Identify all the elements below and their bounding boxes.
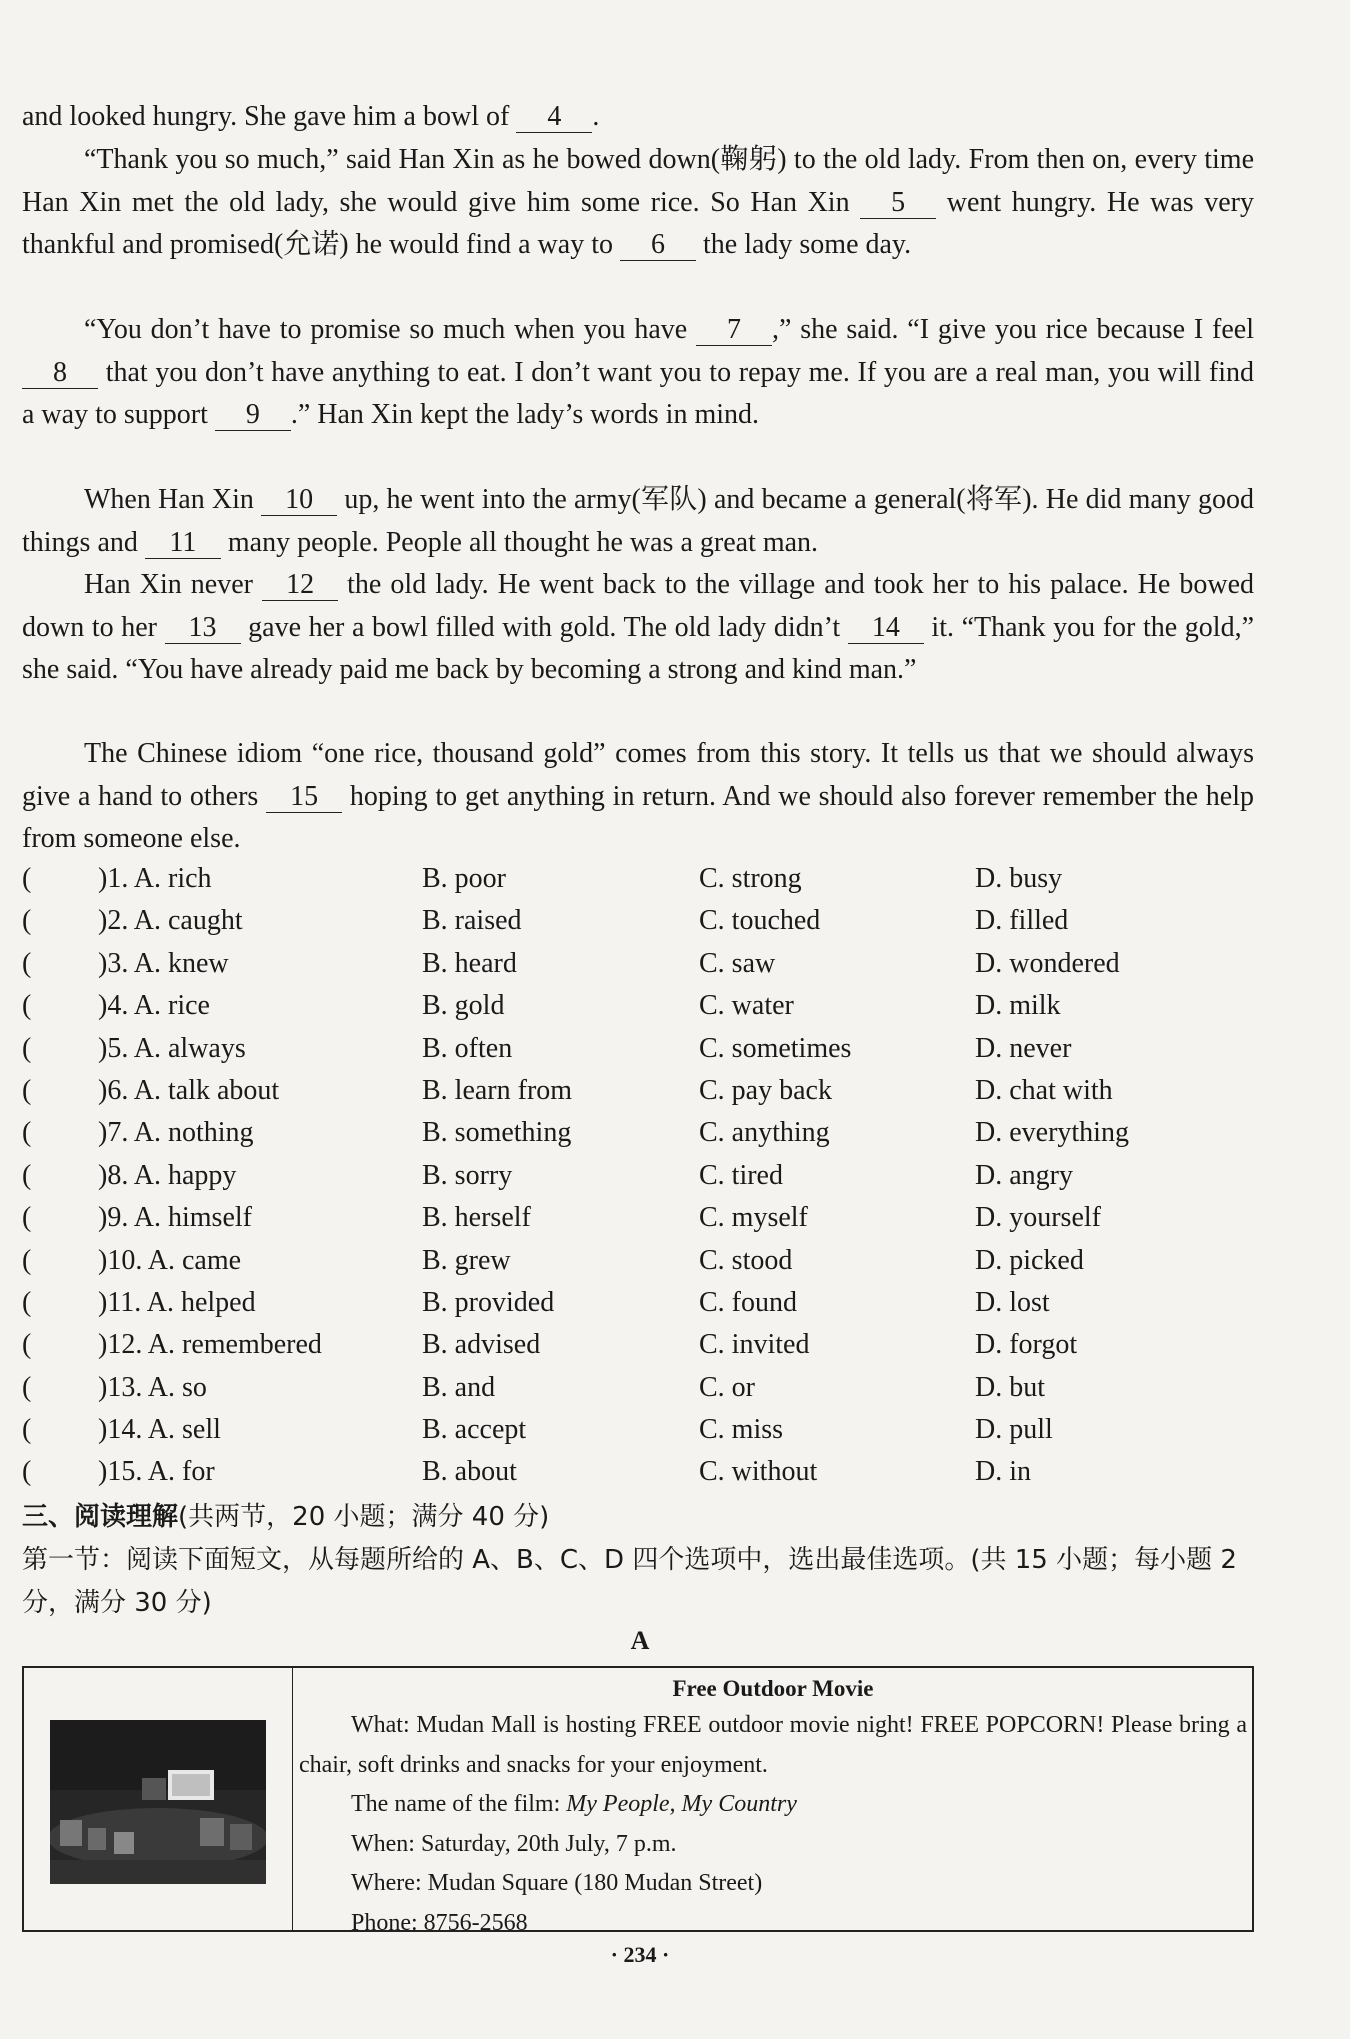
option-d[interactable]: D. angry [975,1159,1073,1191]
option-a[interactable]: )8. A. happy [98,1159,237,1191]
answer-bracket[interactable]: ( [22,1159,32,1191]
option-b[interactable]: B. heard [422,947,517,979]
option-row [22,943,1262,985]
answer-bracket[interactable]: ( [22,1414,32,1446]
option-row [22,1282,1262,1324]
option-d[interactable]: D. in [975,1456,1031,1488]
answer-bracket[interactable]: ( [22,1202,32,1234]
option-d[interactable]: D. picked [975,1244,1084,1276]
option-d[interactable]: D. milk [975,990,1061,1022]
option-d[interactable]: D. wondered [975,947,1120,979]
blank-12[interactable]: 12 [262,570,338,601]
option-d[interactable]: D. forgot [975,1329,1078,1361]
advert-phone: Phone: 8756-2568 [351,1909,528,1936]
option-c[interactable]: C. strong [699,863,802,894]
option-row [22,1155,1262,1197]
option-a[interactable]: )3. A. knew [98,947,229,979]
options-list [22,858,1262,1494]
option-row [22,1367,1262,1409]
option-b[interactable]: B. herself [422,1202,531,1234]
option-d[interactable]: D. lost [975,1286,1050,1318]
answer-bracket[interactable]: ( [22,1329,32,1361]
blank-7[interactable]: 7 [696,315,772,346]
advert-table [22,1666,1254,1936]
option-b[interactable]: B. something [422,1117,572,1149]
option-d[interactable]: D. yourself [975,1202,1101,1234]
page-number: · 234 · [610,1942,670,1967]
option-a[interactable]: )9. A. himself [98,1202,252,1234]
option-a[interactable]: )13. A. so [98,1371,207,1403]
option-a[interactable]: )12. A. remembered [98,1329,322,1361]
answer-bracket[interactable]: ( [22,1244,32,1276]
blank-11[interactable]: 11 [145,528,221,559]
option-row [22,900,1262,942]
option-c[interactable]: C. stood [699,1244,793,1276]
option-c[interactable]: C. miss [699,1414,784,1446]
passage-paragraph: “Thank you so much,” said Han Xin as he bowed down(鞠躬) to the old lady. From then on, every time Han Xin met the old lady, she would give him some rice. So Han Xin 5 went hungry. He was very thankful and promised(允诺) he would find a way to 6 the lady some day. [22,144,1254,260]
blank-4[interactable]: 4 [516,102,592,133]
advert-title: Free Outdoor Movie [672,1676,874,1701]
option-d[interactable]: D. never [975,1032,1072,1064]
option-a[interactable]: )2. A. caught [98,905,243,937]
option-b[interactable]: B. about [422,1456,517,1488]
option-b[interactable]: B. sorry [422,1159,513,1191]
option-row [22,1451,1262,1493]
option-c[interactable]: C. found [699,1286,797,1318]
option-c[interactable]: C. myself [699,1202,808,1234]
option-b[interactable]: B. often [422,1032,513,1064]
option-c[interactable]: C. pay back [699,1074,832,1106]
passage-paragraph: When Han Xin 10 up, he went into the army(军队) and became a general(将军). He did many good things and 11 many people. People all thought he was a great man. [22,484,1254,558]
answer-bracket[interactable]: ( [22,1117,32,1149]
option-d[interactable]: D. chat with [975,1074,1113,1106]
advert-when: When: Saturday, 20th July, 7 p.m. [351,1830,677,1857]
option-b[interactable]: B. provided [422,1286,555,1318]
option-row [22,1028,1262,1070]
answer-bracket[interactable]: ( [22,947,32,979]
passage-paragraph: and looked hungry. She gave him a bowl of 4 . [22,101,600,132]
option-row [22,1112,1262,1154]
blank-13[interactable]: 13 [165,613,241,644]
option-a[interactable]: )4. A. rice [98,990,210,1022]
option-c[interactable]: C. saw [699,947,776,979]
passage-paragraph: The Chinese idiom “one rice, thousand gold” comes from this story. It tells us that we should always give a hand to others 15 hoping to get anything in return. And we should also forever remember the help from someone else. [22,738,1254,854]
option-d[interactable]: D. pull [975,1414,1053,1446]
advert-what: What: Mudan Mall is hosting FREE outdoor movie night! FREE POPCORN! Please bring a chair, soft drinks and snacks for your enjoyment. [299,1712,1247,1778]
option-row [22,985,1262,1027]
option-a[interactable]: )15. A. for [98,1456,215,1488]
option-a[interactable]: )11. A. helped [98,1286,256,1318]
answer-bracket[interactable]: ( [22,905,32,937]
option-b[interactable]: B. learn from [422,1074,573,1106]
option-a[interactable]: )1. A. rich [98,863,212,894]
option-b[interactable]: B. advised [422,1329,541,1361]
passage-paragraph: Han Xin never 12 the old lady. He went back to the village and took her to his palace. He bowed down to her 13 gave her a bowl filled with gold. The old lady didn’t 14 it. “Thank you for the gold,” she said. “You have already paid me back by becoming a strong and kind man.” [22,569,1255,685]
answer-bracket[interactable]: ( [22,1074,32,1106]
advert-film: The name of the film: My People, My Country [351,1791,797,1818]
passage-paragraph: “You don’t have to promise so much when you have 7 ,” she said. “I give you rice because I feel 8 that you don’t have anything to eat. I don’t want you to repay me. If you are a real man, you will find a way to support 9 .” Han Xin kept the lady’s words in mind. [22,314,1254,430]
option-row [22,1409,1262,1451]
option-row [22,1240,1262,1282]
option-d[interactable]: D. everything [975,1117,1129,1149]
option-row [22,1197,1262,1239]
option-a[interactable]: )10. A. came [98,1244,242,1276]
advert-where: Where: Mudan Square (180 Mudan Street) [351,1870,763,1897]
blank-10[interactable]: 10 [261,485,337,516]
option-b[interactable]: B. and [422,1371,496,1403]
option-c[interactable]: C. touched [699,905,821,937]
answer-bracket[interactable]: ( [22,1286,32,1318]
option-c[interactable]: C. tired [699,1159,783,1191]
option-row [22,1324,1262,1366]
blank-6[interactable]: 6 [620,230,696,261]
section-instruction: 第一节：阅读下面短文，从每题所给的 A、B、C、D 四个选项中，选出最佳选项。(共 15 小题；每小题 2 分，满分 30 分) [22,1545,1237,1618]
option-c[interactable]: C. or [699,1371,755,1403]
option-d[interactable]: D. busy [975,863,1063,894]
option-b[interactable]: B. poor [422,863,506,894]
option-a[interactable]: )5. A. always [98,1032,246,1064]
passage-label: A [630,1626,650,1655]
answer-bracket[interactable]: ( [22,863,32,894]
advert-text [299,1668,1247,1944]
answer-bracket[interactable]: ( [22,1371,32,1403]
option-b[interactable]: B. gold [422,990,505,1022]
option-a[interactable]: )7. A. nothing [98,1117,254,1149]
blank-14[interactable]: 14 [848,613,924,644]
option-a[interactable]: )6. A. talk about [98,1074,280,1106]
option-c[interactable]: C. water [699,990,794,1022]
blank-8[interactable]: 8 [22,358,98,389]
answer-bracket[interactable]: ( [22,1456,32,1488]
blank-15[interactable]: 15 [266,782,342,813]
option-c[interactable]: C. sometimes [699,1032,852,1064]
outdoor-movie-photo [50,1720,266,1884]
option-a[interactable]: )14. A. sell [98,1414,221,1446]
blank-5[interactable]: 5 [860,188,936,219]
option-c[interactable]: C. without [699,1456,818,1488]
option-d[interactable]: D. but [975,1371,1045,1403]
option-b[interactable]: B. accept [422,1414,527,1446]
section-heading: 三、阅读理解(共两节，20 小题；满分 40 分) [22,1502,550,1532]
option-d[interactable]: D. filled [975,905,1069,937]
answer-bracket[interactable]: ( [22,1032,32,1064]
option-row [22,858,1262,900]
answer-bracket[interactable]: ( [22,990,32,1022]
option-row [22,1070,1262,1112]
option-b[interactable]: B. grew [422,1244,511,1276]
option-c[interactable]: C. invited [699,1329,810,1361]
option-c[interactable]: C. anything [699,1117,830,1149]
option-b[interactable]: B. raised [422,905,522,937]
blank-9[interactable]: 9 [215,400,291,431]
